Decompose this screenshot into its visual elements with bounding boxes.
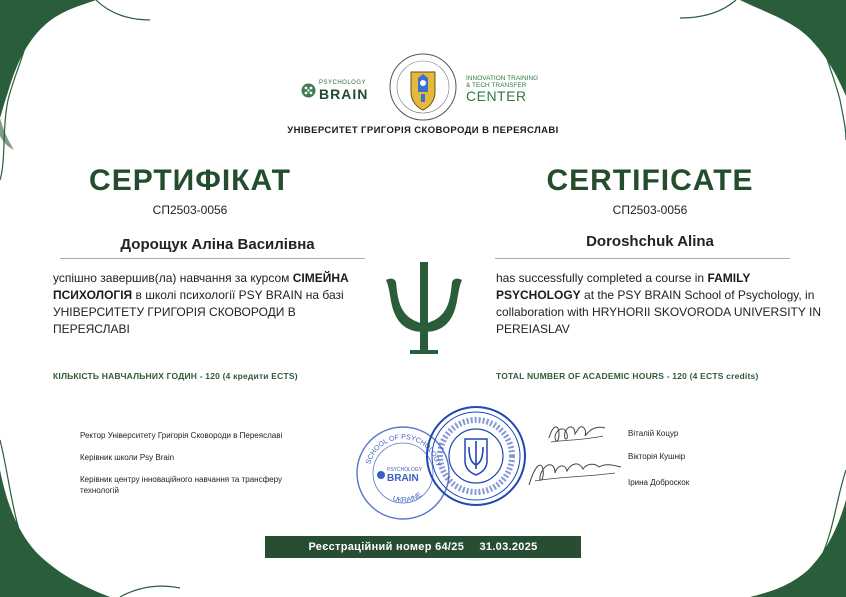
stamp-logo-small: PSYCHOLOGY (387, 467, 423, 473)
registration-date: 31.03.2025 (479, 541, 538, 553)
recipient-name-ua: Дорощук Аліна Василівна (120, 236, 315, 253)
official-seal-icon (425, 405, 527, 507)
brain-logo-small: PSYCHOLOGY (319, 80, 367, 86)
registration-number: Реєстраційний номер 64/25 (308, 541, 465, 553)
university-name: УНІВЕРСИТЕТ ГРИГОРІЯ СКОВОРОДИ В ПЕРЕЯСЛАВІ (287, 125, 559, 136)
signatory-role-center-head: Керівник центру інноваційного навчання та трансферу технологій (80, 475, 282, 495)
signatory-name-kotsur: Віталій Коцур (628, 429, 679, 438)
university-crest-icon (388, 52, 458, 122)
body-pre-ua: успішно завершив(ла) навчання за курсом (53, 271, 293, 285)
body-post-en: at the PSY BRAIN School of Psychology, in collaboration with HRYHORII SKOVORODA UNIVERSITY IN PEREIASLAV (496, 288, 821, 336)
psi-symbol-icon (380, 258, 468, 358)
body-text-en (496, 270, 826, 338)
signatory-role-school-head: Керівник школи Psy Brain (80, 453, 175, 462)
title-ua: СЕРТИФІКАТ (89, 164, 291, 197)
signatory-role-rector: Ректор Університету Григорія Сковороди в Переяславі (80, 431, 283, 440)
stamp-bottom-text: UKRAINE (391, 491, 424, 505)
course-name-ua: СІМЕЙНА ПСИХОЛОГІЯ (53, 271, 349, 302)
signatory-name-kushnir: Вікторія Кушнір (628, 452, 686, 461)
svg-text:UKRAINE (392, 491, 423, 504)
hours-ua: КІЛЬКІСТЬ НАВЧАЛЬНИХ ГОДИН - 120 (4 кредити ECTS) (53, 371, 298, 381)
certificate-number-ua: СП2503-0056 (152, 203, 228, 217)
center-logo-line1: INNOVATION TRAINING (466, 75, 539, 82)
center-logo-big: CENTER (466, 88, 527, 104)
psy-brain-logo (301, 80, 381, 106)
signature-kushnir-icon (525, 455, 625, 491)
name-underline-ua (60, 258, 365, 259)
stamp-logo-big: BRAIN (387, 473, 419, 484)
body-text-ua (53, 270, 373, 338)
signature-kotsur-icon (545, 420, 615, 448)
innovation-center-logo (466, 75, 546, 105)
brain-icon (301, 83, 316, 98)
body-pre-en: has successfully completed a course in (496, 271, 708, 285)
center-logo-line2: & TECH TRANSFER (466, 82, 527, 89)
course-name-en: FAMILY PSYCHOLOGY (496, 271, 751, 302)
recipient-name-en: Doroshchuk Alina (586, 233, 714, 250)
hours-en: TOTAL NUMBER OF ACADEMIC HOURS - 120 (4 ECTS credits) (496, 371, 759, 381)
registration-bar (265, 536, 581, 558)
title-en: CERTIFICATE (546, 164, 754, 197)
name-underline-en (495, 258, 790, 259)
signatory-name-dobroskok: Ірина Доброскок (628, 478, 690, 487)
body-post-ua: в школі психології PSY BRAIN на базі УНІВЕРСИТЕТУ ГРИГОРІЯ СКОВОРОДИ В ПЕРЕЯСЛАВІ (53, 288, 344, 336)
certificate-number-en: СП2503-0056 (612, 203, 688, 217)
stamp-top-text: SCHOOL OF PSYCHOLOGY (365, 433, 442, 468)
brain-logo-big: BRAIN (319, 86, 369, 102)
